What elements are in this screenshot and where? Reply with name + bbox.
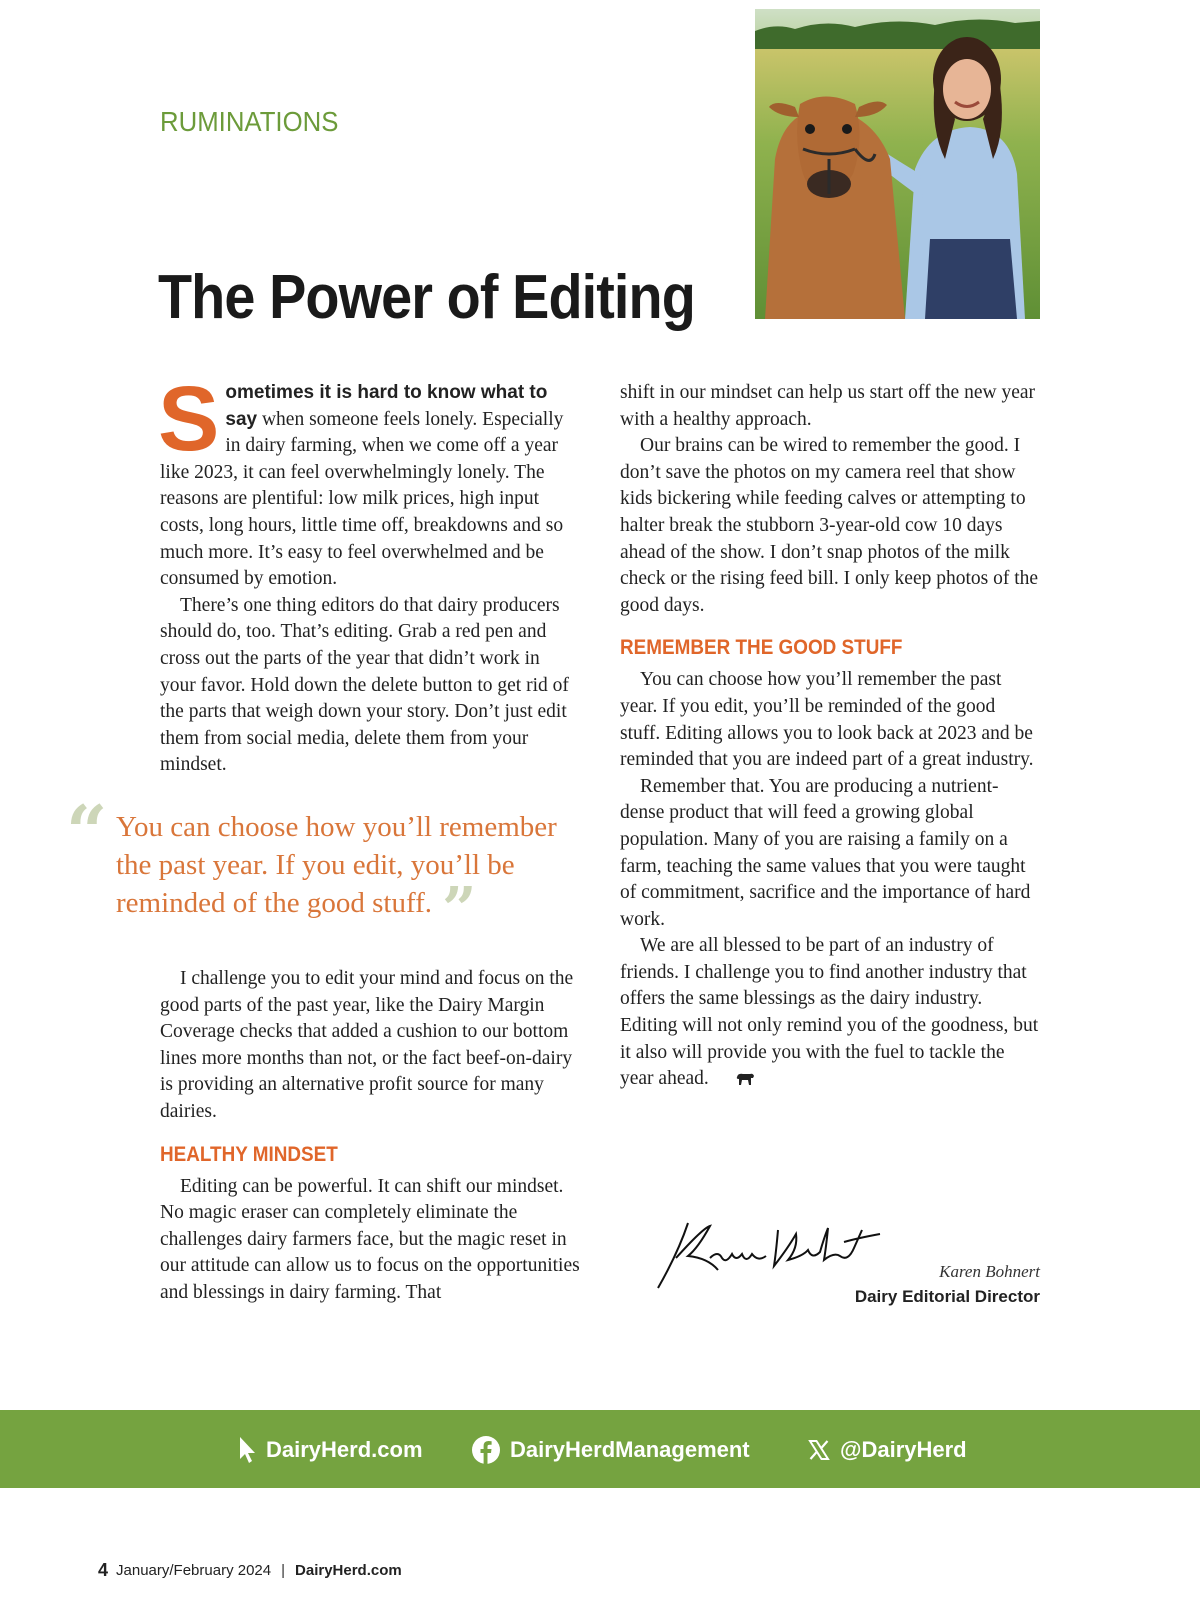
pull-quote-text: You can choose how you’ll remember the past year. If you edit, you’ll be reminded of the good stuff.: [116, 811, 557, 919]
website-link[interactable]: [238, 1434, 423, 1466]
paragraph-4-continued: shift in our mindset can help us start off the new year with a healthy approach.: [620, 382, 1035, 430]
cursor-icon: [238, 1435, 256, 1465]
page-title: The Power of Editing: [158, 263, 695, 332]
facebook-link[interactable]: [472, 1434, 750, 1466]
subhead-remember-good-stuff: REMEMBER THE GOOD STUFF: [620, 636, 903, 660]
paragraph-6: You can choose how you’ll remember the past year. If you edit, you’ll be reminded of the good stuff. Editing allows you to look back at 2023 and be reminded that you are indeed part of a great industry.: [620, 669, 1034, 771]
paragraph-4: Editing can be powerful. It can shift our mindset. No magic eraser can completely eliminate the challenges dairy farmers face, but the magic reset in our attitude can allow us to focus on the opportunities and blessings in dairy farming. That: [160, 1175, 580, 1303]
page-footer: [98, 1560, 402, 1581]
x-icon: [808, 1439, 830, 1461]
dropcap: S: [158, 368, 220, 470]
open-quote-icon: “: [66, 789, 108, 874]
paragraph-5: Our brains can be wired to remember the good. I don’t save the photos on my camera reel that show kids bickering while feeding calves or attempting to halter break the stubborn 3-year-old cow 10 days ahead of the show. I don’t snap photos of the milk check or the rising feed bill. I only keep photos of the good days.: [620, 435, 1039, 616]
paragraph-1: when someone feels lonely. Especially in dairy farming, when we come off a year like 2023, it can feel overwhelmingly lonely. The reasons are plentiful: low milk prices, high input costs, long hours, little time off, breakdowns and so much more. It’s easy to feel overwhelmed and be consumed by emotion.: [160, 408, 564, 590]
close-quote-icon: ”: [441, 875, 477, 945]
website-label: DairyHerd.com: [266, 1437, 423, 1462]
facebook-icon: [472, 1436, 500, 1464]
article-column-left-top: [158, 368, 580, 779]
paragraph-2: There’s one thing editors do that dairy producers should do, too. That’s editing. Grab a red pen and cross out the parts of the year that didn’t work in your favor. Hold down the delete button to get rid of the parts that weigh down your story. Don’t just edit them from social media, delete them from your mindset.: [160, 594, 569, 776]
paragraph-3: I challenge you to edit your mind and focus on the good parts of the past year, like the Dairy Margin Coverage checks that added a cushion to our bottom lines more months than not, or the fact beef-on-dairy is providing an alternative profit source for many dairies.: [160, 968, 574, 1122]
cow-icon: [715, 1069, 755, 1096]
issue-date: January/February 2024: [116, 1562, 272, 1579]
social-footer-bar: [0, 1410, 1200, 1488]
footer-site-link[interactable]: DairyHerd.com: [295, 1562, 402, 1579]
signature: [648, 1208, 888, 1302]
author-with-cow-photo: [755, 9, 1040, 319]
pull-quote: [66, 789, 586, 945]
page-number: 4: [98, 1560, 109, 1580]
article-column-left-bottom: [160, 966, 580, 1307]
author-name: Karen Bohnert: [939, 1262, 1040, 1281]
paragraph-7: Remember that. You are producing a nutrient-dense product that will feed a growing global population. Many of you are raising a family on a farm, teaching the same values that you were taught of commitment, sacrifice and the importance of hard work.: [620, 775, 1031, 930]
section-label: RUMINATIONS: [160, 106, 339, 137]
x-link[interactable]: [808, 1434, 967, 1466]
lead-in: ometimes it is hard to know what to say: [225, 382, 548, 430]
facebook-label: DairyHerdManagement: [510, 1437, 750, 1462]
subhead-healthy-mindset: HEALTHY MINDSET: [160, 1142, 338, 1166]
paragraph-8: We are all blessed to be part of an industry of friends. I challenge you to find another industry that offers the same blessings as the dairy industry. Editing will not only remind you of the goodness, but it also will provide you with the fuel to tackle the year ahead.: [620, 935, 1039, 1090]
author-role: Dairy Editorial Director: [854, 1287, 1040, 1306]
x-label: @DairyHerd: [840, 1437, 967, 1462]
footer-separator: |: [281, 1562, 286, 1579]
article-column-right: [620, 380, 1040, 1096]
author-photo: [755, 9, 1040, 319]
